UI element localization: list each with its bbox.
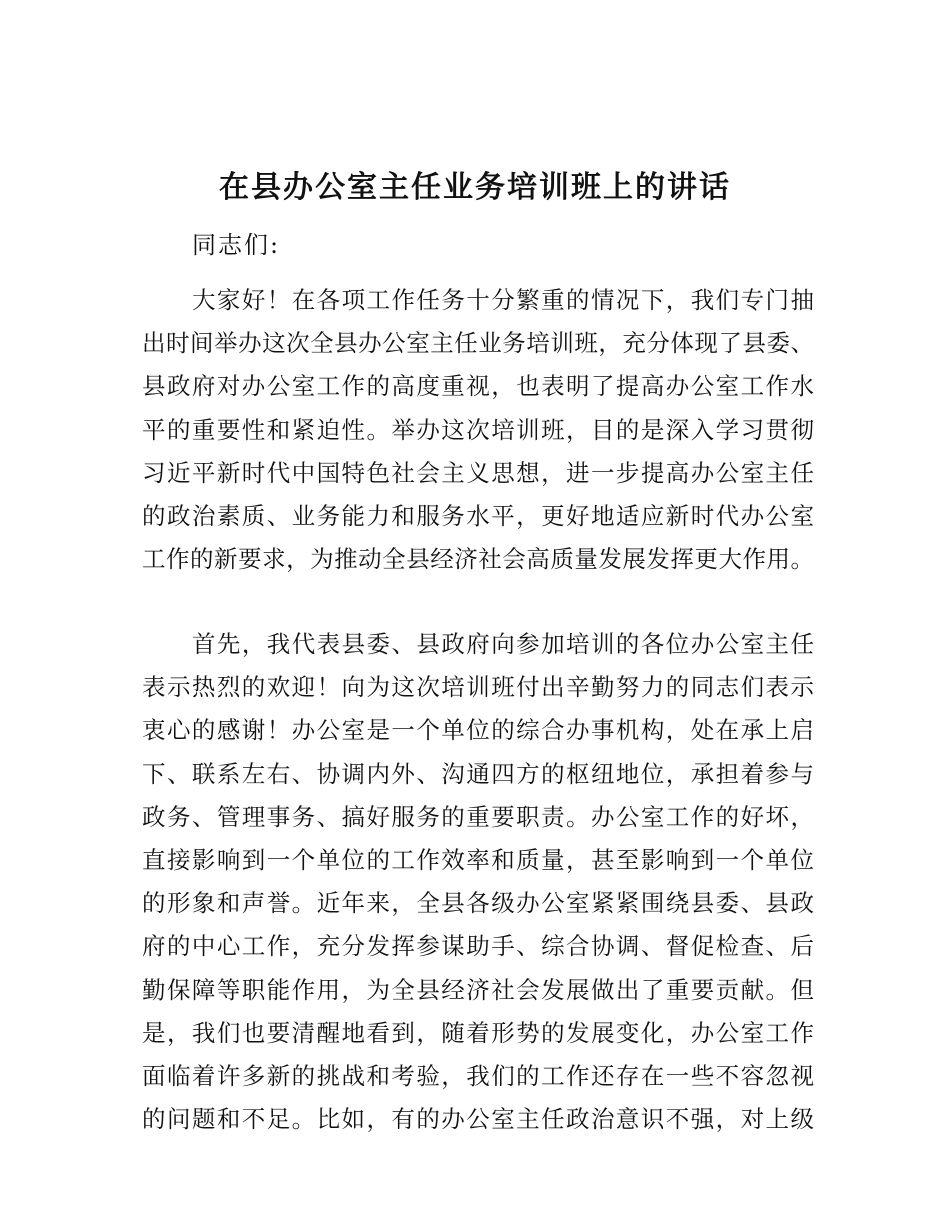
paragraph-line: 勤保障等职能作用，为全县经济社会发展做出了重要贡献。但 (142, 975, 814, 1004)
paragraph-line: 平的重要性和紧迫性。举办这次培训班，目的是深入学习贯彻 (142, 415, 814, 444)
paragraph-line: 面临着许多新的挑战和考验，我们的工作还存在一些不容忽视 (142, 1062, 814, 1091)
paragraph-line: 是，我们也要清醒地看到，随着形势的发展变化，办公室工作 (142, 1018, 814, 1047)
paragraph-line: 出时间举办这次全县办公室主任业务培训班，充分体现了县委、 (142, 329, 814, 358)
paragraph-line: 县政府对办公室工作的高度重视，也表明了提高办公室工作水 (142, 372, 814, 401)
paragraph-2 (142, 623, 814, 1141)
paragraph-line: 直接影响到一个单位的工作效率和质量，甚至影响到一个单位 (142, 846, 814, 875)
paragraph-line: 的政治素质、业务能力和服务水平，更好地适应新时代办公室 (142, 502, 814, 531)
paragraph-line: 政务、管理事务、搞好服务的重要职责。办公室工作的好坏， (142, 802, 814, 831)
paragraph-line: 工作的新要求，为推动全县经济社会高质量发展发挥更大作用。 (142, 545, 814, 574)
paragraph-1 (142, 279, 814, 581)
paragraph-line: 表示热烈的欢迎！向为这次培训班付出辛勤努力的同志们表示 (142, 673, 814, 702)
paragraph-line: 大家好！在各项工作任务十分繁重的情况下，我们专门抽 (192, 286, 814, 314)
paragraph-line: 的形象和声誉。近年来，全县各级办公室紧紧围绕县委、县政 (142, 889, 814, 918)
paragraph-line: 习近平新时代中国特色社会主义思想，进一步提高办公室主任 (142, 458, 814, 487)
paragraph-line: 的问题和不足。比如，有的办公室主任政治意识不强，对上级 (142, 1105, 814, 1134)
salutation: 同志们: (192, 231, 281, 259)
paragraph-line: 下、联系左右、协调内外、沟通四方的枢纽地位，承担着参与 (142, 759, 814, 788)
paragraph-line: 首先，我代表县委、县政府向参加培训的各位办公室主任 (192, 630, 814, 658)
document-title: 在县办公室主任业务培训班上的讲话 (219, 170, 731, 205)
paragraph-line: 府的中心工作，充分发挥参谋助手、综合协调、督促检查、后 (142, 932, 814, 961)
paragraph-line: 衷心的感谢！办公室是一个单位的综合办事机构，处在承上启 (142, 716, 814, 745)
